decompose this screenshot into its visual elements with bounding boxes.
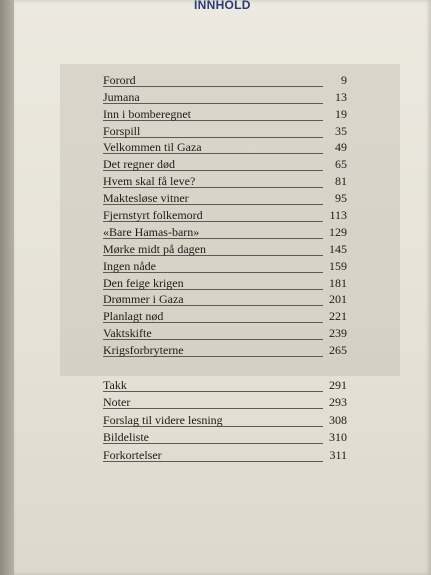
toc-entry-title: Vaktskifte (103, 326, 152, 341)
dot-leader (103, 86, 323, 87)
toc-entry-page: 35 (335, 123, 347, 138)
toc-entry (103, 241, 347, 258)
toc-entry-title: «Bare Hamas-barn» (103, 224, 200, 239)
toc-entry (103, 325, 347, 342)
toc-entry-page: 13 (335, 89, 347, 104)
toc-entry-page: 265 (329, 343, 347, 358)
toc-entry (103, 89, 347, 106)
toc-entry-title: Planlagt nød (103, 309, 164, 324)
toc-entry-page: 113 (329, 208, 347, 223)
toc-entry-title: Hvem skal få leve? (103, 174, 196, 189)
toc-entry (103, 411, 347, 429)
toc-entry (103, 275, 347, 292)
toc-entry-page: 81 (335, 174, 347, 189)
toc-entry (103, 342, 347, 359)
toc-entry-title: Mørke midt på dagen (103, 241, 206, 256)
toc-entry-title: Drømmer i Gaza (103, 292, 184, 307)
toc-entry-page: 291 (329, 377, 347, 392)
toc-entry (103, 446, 347, 464)
toc-entry (103, 190, 347, 207)
dot-leader (103, 391, 323, 392)
toc-entry-page: 65 (335, 157, 347, 172)
toc-entry-page: 308 (329, 412, 347, 427)
toc-entry-title: Takk (103, 377, 127, 392)
toc-entry-page: 201 (329, 292, 347, 307)
toc-entry (103, 394, 347, 412)
toc-entry-title: Forslag til videre lesning (103, 412, 223, 427)
toc-entry-page: 221 (329, 309, 347, 324)
toc-entry-title: Velkommen til Gaza (103, 140, 202, 155)
toc-entry (103, 123, 347, 140)
toc-entry-page: 9 (341, 72, 347, 87)
toc-entry-page: 239 (329, 326, 347, 341)
toc-entry-page: 129 (329, 224, 347, 239)
toc-entry-page: 49 (335, 140, 347, 155)
toc-entry-title: Bildeliste (103, 430, 149, 444)
toc-entry (103, 258, 347, 275)
toc-entry-page: 311 (329, 447, 347, 462)
toc-entry (103, 173, 347, 190)
toc-entry-title: Forspill (103, 123, 141, 138)
toc-entry-page: 159 (329, 258, 347, 273)
toc-entry-title: Jumana (103, 89, 140, 104)
toc-main-list (103, 72, 347, 359)
toc-entry-title: Maktesløse vitner (103, 191, 189, 206)
toc-back-matter-list (103, 376, 347, 464)
toc-entry-title: Ingen nåde (103, 258, 156, 273)
toc-entry-page: 145 (329, 241, 347, 256)
toc-entry (103, 429, 347, 447)
toc-entry-title: Forkortelser (103, 447, 162, 462)
toc-entry (103, 224, 347, 241)
toc-entry-title: Forord (103, 72, 136, 87)
toc-entry (103, 207, 347, 224)
toc-entry-title: Inn i bomberegnet (103, 106, 191, 121)
toc-entry-title: Den feige krigen (103, 275, 184, 290)
toc-entry (103, 292, 347, 309)
toc-entry-title: Krigsforbryterne (103, 343, 184, 358)
toc-entry (103, 156, 347, 173)
toc-entry-title: Noter (103, 395, 131, 409)
toc-entry (103, 308, 347, 325)
page-header: INNHOLD (194, 0, 251, 12)
toc-entry (103, 72, 347, 89)
toc-entry-title: Det regner død (103, 157, 175, 172)
toc-entry-title: Fjernstyrt folkemord (103, 208, 203, 223)
toc-entry-page: 181 (329, 275, 347, 290)
toc-entry-page: 293 (329, 395, 347, 409)
toc-entry-page: 19 (335, 106, 347, 121)
dot-leader (103, 408, 323, 409)
toc-entry (103, 106, 347, 123)
toc-entry (103, 140, 347, 157)
toc-entry-page: 310 (329, 430, 347, 444)
toc-entry (103, 376, 347, 394)
toc-entry-page: 95 (335, 191, 347, 206)
